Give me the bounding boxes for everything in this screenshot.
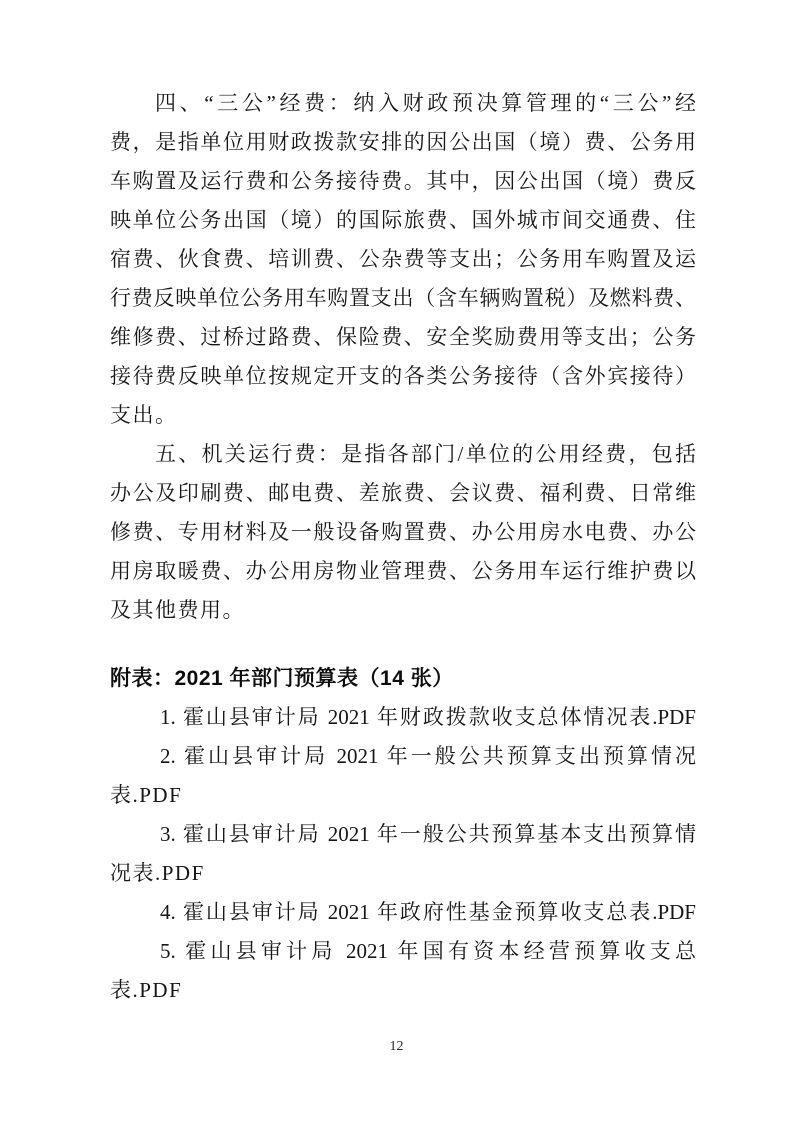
- attachment-item-5: [110, 932, 696, 1010]
- text-line: 及其他费用。: [110, 598, 245, 622]
- text-line: 表.PDF: [110, 978, 183, 1002]
- text-line: 况表.PDF: [110, 861, 205, 885]
- text-line: 修费、专用材料及一般设备购置费、办公用房水电费、办公: [110, 520, 696, 544]
- attachment-item-2: [110, 737, 696, 815]
- text-line: 行费反映单位公务用车购置支出（含车辆购置税）及燃料费、: [110, 286, 696, 310]
- text-line: 四、“三公”经费：纳入财政预决算管理的“三公”经: [155, 91, 696, 115]
- text-line: 3. 霍山县审计局 2021 年一般公共预算基本支出预算情: [160, 822, 696, 846]
- attachment-item-4: [110, 893, 696, 932]
- attachment-item-1: [110, 698, 696, 737]
- text-line: 车购置及运行费和公务接待费。其中，因公出国（境）费反: [110, 169, 696, 193]
- text-line: 支出。: [110, 403, 178, 427]
- page-number: 12: [389, 1039, 404, 1054]
- text-line: 映单位公务出国（境）的国际旅费、国外城市间交通费、住: [110, 208, 696, 232]
- text-line: 5. 霍山县审计局 2021 年国有资本经营预算收支总: [160, 939, 696, 963]
- paragraph-agency-operating-costs: [110, 435, 696, 630]
- attachment-list: [110, 698, 696, 1010]
- paragraph-three-public-funds: [110, 84, 696, 435]
- text-line: 五、机关运行费：是指各部门/单位的公用经费，包括: [155, 442, 696, 466]
- attachment-heading: 附表：2021 年部门预算表（14 张）: [110, 667, 454, 690]
- text-line: 表.PDF: [110, 783, 183, 807]
- text-line: 2. 霍山县审计局 2021 年一般公共预算支出预算情况: [160, 744, 696, 768]
- document-content: [110, 84, 696, 1010]
- text-line: 接待费反映单位按规定开支的各类公务接待（含外宾接待）: [110, 364, 696, 388]
- attachment-item-3: [110, 815, 696, 893]
- text-line: 1. 霍山县审计局 2021 年财政拨款收支总体情况表.PDF: [160, 705, 696, 729]
- text-line: 宿费、伙食费、培训费、公杂费等支出；公务用车购置及运: [110, 247, 696, 271]
- text-line: 用房取暖费、办公用房物业管理费、公务用车运行维护费以: [110, 559, 696, 583]
- text-line: 办公及印刷费、邮电费、差旅费、会议费、福利费、日常维: [110, 481, 696, 505]
- text-line: 费，是指单位用财政拨款安排的因公出国（境）费、公务用: [110, 130, 696, 154]
- text-line: 维修费、过桥过路费、保险费、安全奖励费用等支出；公务: [110, 325, 696, 349]
- text-line: 4. 霍山县审计局 2021 年政府性基金预算收支总表.PDF: [160, 900, 696, 924]
